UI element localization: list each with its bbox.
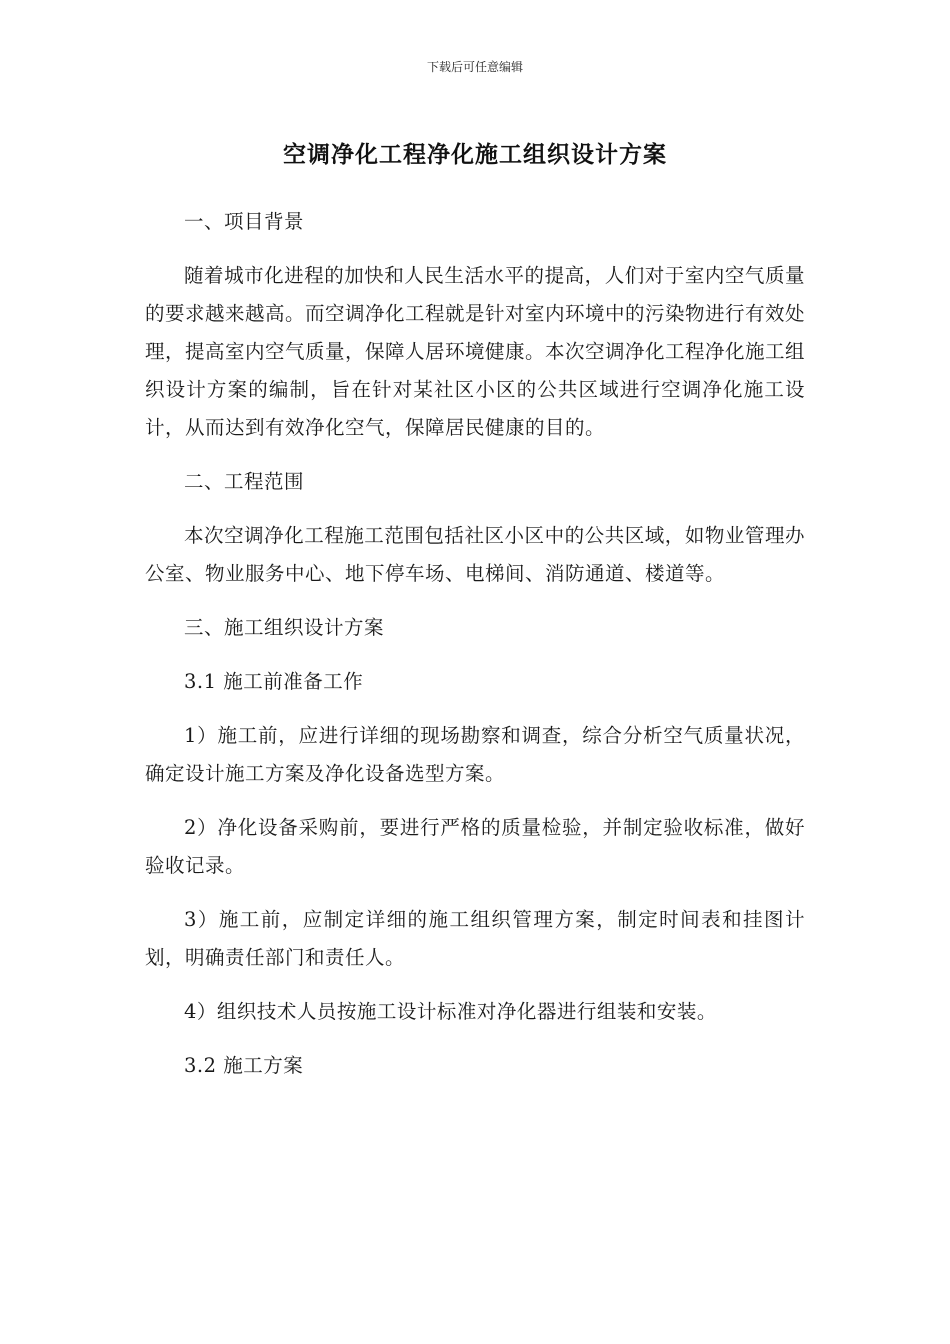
subsection-heading-preparation: 3.1 施工前准备工作 bbox=[184, 670, 364, 693]
header-note: 下载后可任意编辑 bbox=[426, 60, 523, 74]
paragraph-scope: 本次空调净化工程施工范围包括社区小区中的公共区域，如物业管理办公室、物业服务中心、地下停车场、电梯间、消防通道、楼道等。 bbox=[145, 524, 805, 585]
section-heading-background: 一、项目背景 bbox=[184, 210, 305, 233]
document-title: 空调净化工程净化施工组织设计方案 bbox=[283, 142, 667, 168]
paragraph-background: 随着城市化进程的加快和人民生活水平的提高，人们对于室内空气质量的要求越来越高。而空调净化工程就是针对室内环境中的污染物进行有效处理，提高室内空气质量，保障人居环境健康。本次空调净化工程净化施工组织设计方案的编制，旨在针对某社区小区的公共区域进行空调净化施工设计，从而达到有效净化空气，保障居民健康的目的。 bbox=[145, 264, 806, 439]
list-item-preparation-2: 2）净化设备采购前，要进行严格的质量检验，并制定验收标准，做好验收记录。 bbox=[145, 816, 805, 877]
section-heading-scope: 二、工程范围 bbox=[184, 470, 305, 493]
document-body bbox=[145, 203, 805, 1101]
section-heading-plan: 三、施工组织设计方案 bbox=[184, 616, 385, 639]
list-item-preparation-3: 3）施工前，应制定详细的施工组织管理方案，制定时间表和挂图计划，明确责任部门和责任人。 bbox=[145, 908, 805, 969]
list-item-preparation-4: 4）组织技术人员按施工设计标准对净化器进行组装和安装。 bbox=[184, 1000, 717, 1023]
subsection-heading-construction: 3.2 施工方案 bbox=[184, 1054, 304, 1077]
list-item-preparation-1: 1）施工前，应进行详细的现场勘察和调查，综合分析空气质量状况，确定设计施工方案及净化设备选型方案。 bbox=[145, 724, 805, 785]
